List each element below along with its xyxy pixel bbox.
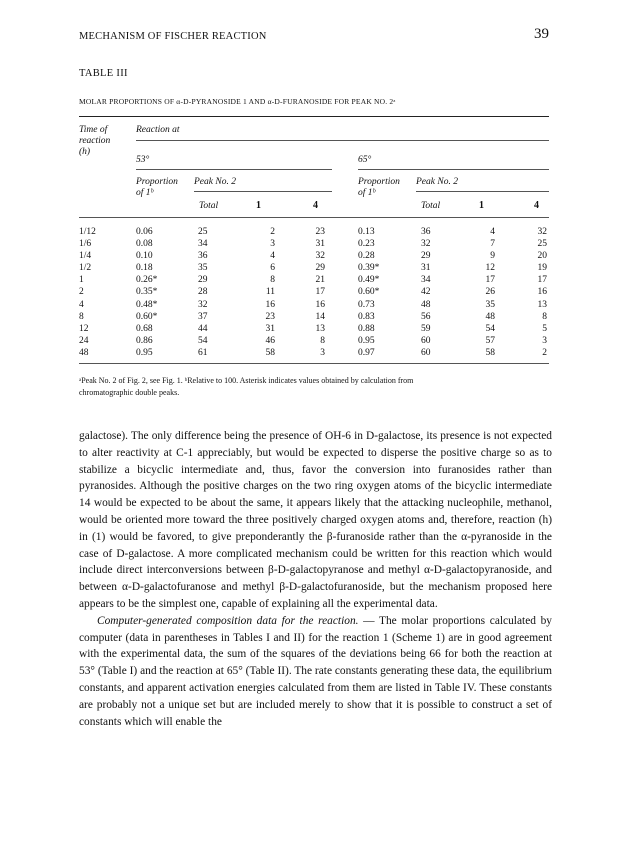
table-label: TABLE III (79, 68, 128, 79)
cell-p65: 0.23 (358, 239, 375, 250)
proportion-65-header (358, 177, 400, 199)
cell-time: 48 (79, 347, 89, 358)
cell-t53: 32 (198, 299, 208, 310)
cell-t65: 42 (421, 287, 431, 298)
table-row (79, 311, 549, 323)
table-header-rule (79, 217, 549, 218)
cell-t65: 31 (421, 263, 431, 274)
reaction-at-header: Reaction at (136, 125, 180, 135)
table-top-rule (79, 116, 549, 117)
reaction-at-rule (136, 140, 549, 141)
cell-b53: 31 (315, 239, 325, 250)
cell-a53: 3 (270, 239, 275, 250)
cell-t53: 28 (198, 287, 208, 298)
paragraph-2 (79, 613, 552, 731)
cell-a53: 2 (270, 227, 275, 237)
cell-a53: 23 (265, 311, 275, 322)
cell-t53: 54 (198, 335, 208, 346)
cell-a65: 12 (485, 263, 495, 274)
cell-b53: 21 (315, 275, 325, 286)
cell-t53: 29 (198, 275, 208, 286)
cell-a65: 35 (485, 299, 495, 310)
temp-53-header: 53° (136, 155, 150, 165)
cell-a53: 11 (265, 287, 275, 298)
cell-p53: 0.06 (136, 227, 153, 237)
cell-a65: 54 (485, 323, 495, 334)
cell-t65: 60 (421, 347, 431, 358)
cell-p65: 0.49* (358, 275, 380, 286)
cell-time: 1/2 (79, 263, 92, 274)
table-row (79, 299, 549, 311)
cell-time: 1/4 (79, 251, 92, 262)
cell-time: 1/12 (79, 227, 96, 237)
cell-p53: 0.10 (136, 251, 153, 262)
temp-53-rule (136, 169, 332, 170)
cell-a65: 4 (490, 227, 495, 237)
table-row (79, 323, 549, 335)
cell-t53: 25 (198, 227, 208, 237)
cell-time: 4 (79, 299, 84, 310)
table-row (79, 347, 549, 359)
cell-t65: 59 (421, 323, 431, 334)
cell-p53: 0.60* (136, 311, 158, 322)
cell-b65: 20 (537, 251, 547, 262)
cell-b65: 19 (537, 263, 547, 274)
cell-b65: 16 (537, 287, 547, 298)
cell-time: 1 (79, 275, 84, 286)
proportion-53-header (136, 177, 178, 199)
cell-a65: 58 (485, 347, 495, 358)
cell-a65: 17 (485, 275, 495, 286)
cell-b53: 3 (320, 347, 325, 358)
cell-t65: 36 (421, 227, 431, 237)
cell-p65: 0.83 (358, 311, 375, 322)
cell-b53: 13 (315, 323, 325, 334)
table-row (79, 262, 549, 274)
cell-t53: 35 (198, 263, 208, 274)
cell-b65: 3 (542, 335, 547, 346)
cell-a53: 8 (270, 275, 275, 286)
cell-p65: 0.97 (358, 347, 375, 358)
cell-p65: 0.13 (358, 227, 375, 237)
cell-a65: 9 (490, 251, 495, 262)
cell-t53: 44 (198, 323, 208, 334)
cell-t53: 61 (198, 347, 208, 358)
paragraph-2-text: — The molar proportions calculated by computer (data in parentheses in Tables I and II) for the reaction 1 (Scheme 1) are in good agreement with the experimental data, the sum of the squares of the deviations being 66 for both the reaction at 53° (Table I) and the reaction at 65° (Table II). The rate constants generating these data, the equilibrium constants, and apparent activation energies calculated from them are listed in Table IV. These constants are probably not a unique set but are included merely to show that it is possible to construct a set of constants which will enable the (79, 614, 552, 728)
cell-p53: 0.18 (136, 263, 153, 274)
temp-65-rule (358, 169, 549, 170)
cell-b53: 23 (315, 227, 325, 237)
cell-time: 8 (79, 311, 84, 322)
cell-p65: 0.60* (358, 287, 380, 298)
cell-p65: 0.95 (358, 335, 375, 346)
cell-b53: 14 (315, 311, 325, 322)
paragraph-1: galactose). The only difference being the presence of OH-6 in D-galactose, its presence is not expected to alter reactivity at C-1 appreciably, but would be expected to disperse the positive charge so as to stabilize a bicyclic intermediate and, thus, favor the conversion into furanosides rather than pyranosides. Although the positive charges on the two ring oxygen atoms of the bicyclic intermediate 14 would be expected to be about the same, it appears likely that the attacking nucleophile, methanol, would be oriented more toward the three positively charged oxygen atoms and, therefore, reaction (h) in (1) would be favored, to give preponderantly the β-furanoside rather than the α-pyranoside in the case of D-galactose. A more complicated mechanism could be written for this reaction which would include direct interconversions between β-D-galactopyranose and methyl α-D-galactopyranoside, and between α-D-galactofuranose and methyl β-D-galactofuranoside, but the mechanism proposed here appears to be the simplest one, capable of explaining all the experimental data. (79, 430, 552, 610)
running-title: MECHANISM OF FISCHER REACTION (79, 31, 267, 42)
table-row (79, 226, 549, 238)
cell-a65: 48 (485, 311, 495, 322)
sub-4-53-header: 4 (313, 200, 318, 211)
proportion-53-line-1: Proportion (136, 177, 178, 187)
cell-p53: 0.48* (136, 299, 158, 310)
peak-53-header: Peak No. 2 (194, 177, 236, 187)
cell-a65: 57 (485, 335, 495, 346)
cell-a53: 31 (265, 323, 275, 334)
cell-t53: 37 (198, 311, 208, 322)
peak-65-header: Peak No. 2 (416, 177, 458, 187)
proportion-65-line-1: Proportion (358, 177, 400, 187)
page-number: 39 (534, 26, 549, 42)
table-bottom-rule (79, 363, 549, 364)
cell-b53: 8 (320, 335, 325, 346)
cell-t53: 36 (198, 251, 208, 262)
cell-t65: 34 (421, 275, 431, 286)
sub-1-65-header: 1 (479, 200, 484, 211)
cell-b65: 25 (537, 239, 547, 250)
table-body (79, 226, 549, 359)
cell-b65: 17 (537, 275, 547, 286)
table-row (79, 274, 549, 286)
table-row (79, 335, 549, 347)
cell-p53: 0.68 (136, 323, 153, 334)
cell-time: 2 (79, 287, 84, 298)
cell-a53: 58 (265, 347, 275, 358)
cell-time: 1/6 (79, 239, 92, 250)
table-caption: MOLAR PROPORTIONS OF α-D-PYRANOSIDE 1 AND α-D-FURANOSIDE FOR PEAK NO. 2ᵃ (79, 97, 396, 106)
section-heading: Computer-generated composition data for the reaction. (97, 614, 359, 627)
peak-53-rule (194, 191, 332, 192)
cell-a53: 6 (270, 263, 275, 274)
cell-b53: 29 (315, 263, 325, 274)
col-time-line-3: (h) (79, 147, 91, 157)
cell-a53: 46 (265, 335, 275, 346)
cell-t65: 48 (421, 299, 431, 310)
cell-b65: 2 (542, 347, 547, 358)
cell-b53: 32 (315, 251, 325, 262)
peak-65-rule (416, 191, 549, 192)
cell-p53: 0.35* (136, 287, 158, 298)
sub-4-65-header: 4 (534, 200, 539, 211)
cell-p65: 0.88 (358, 323, 375, 334)
cell-t53: 34 (198, 239, 208, 250)
body-text (79, 428, 552, 730)
cell-time: 12 (79, 323, 89, 334)
footnote-line-1: ᵃPeak No. 2 of Fig. 2, see Fig. 1. ᵇRelative to 100. Asterisk indicates values obtained by calculation from (79, 376, 414, 385)
cell-a53: 4 (270, 251, 275, 262)
cell-a53: 16 (265, 299, 275, 310)
cell-t65: 56 (421, 311, 431, 322)
table-footnote (79, 375, 554, 398)
cell-t65: 32 (421, 239, 431, 250)
page-header (79, 26, 549, 46)
cell-p65: 0.73 (358, 299, 375, 310)
table-row (79, 238, 549, 250)
cell-p53: 0.26* (136, 275, 158, 286)
col-time-header (79, 125, 110, 158)
cell-p53: 0.08 (136, 239, 153, 250)
cell-p53: 0.95 (136, 347, 153, 358)
cell-b65: 8 (542, 311, 547, 322)
cell-b53: 17 (315, 287, 325, 298)
total-65-header: Total (421, 201, 441, 211)
table-row (79, 250, 549, 262)
cell-b53: 16 (315, 299, 325, 310)
sub-1-53-header: 1 (256, 200, 261, 211)
cell-p53: 0.86 (136, 335, 153, 346)
cell-a65: 26 (485, 287, 495, 298)
col-time-line-2: reaction (79, 136, 111, 146)
cell-a65: 7 (490, 239, 495, 250)
cell-b65: 32 (537, 227, 547, 237)
proportion-65-line-2: of 1ᵇ (358, 188, 376, 198)
cell-p65: 0.28 (358, 251, 375, 262)
cell-b65: 13 (537, 299, 547, 310)
proportion-53-line-2: of 1ᵇ (136, 188, 154, 198)
cell-t65: 29 (421, 251, 431, 262)
table-row (79, 286, 549, 298)
cell-p65: 0.39* (358, 263, 380, 274)
footnote-line-2: chromatographic double peaks. (79, 387, 180, 397)
temp-65-header: 65° (358, 155, 372, 165)
cell-time: 24 (79, 335, 89, 346)
total-53-header: Total (199, 201, 219, 211)
cell-t65: 60 (421, 335, 431, 346)
cell-b65: 5 (542, 323, 547, 334)
col-time-line-1: Time of (79, 125, 108, 135)
